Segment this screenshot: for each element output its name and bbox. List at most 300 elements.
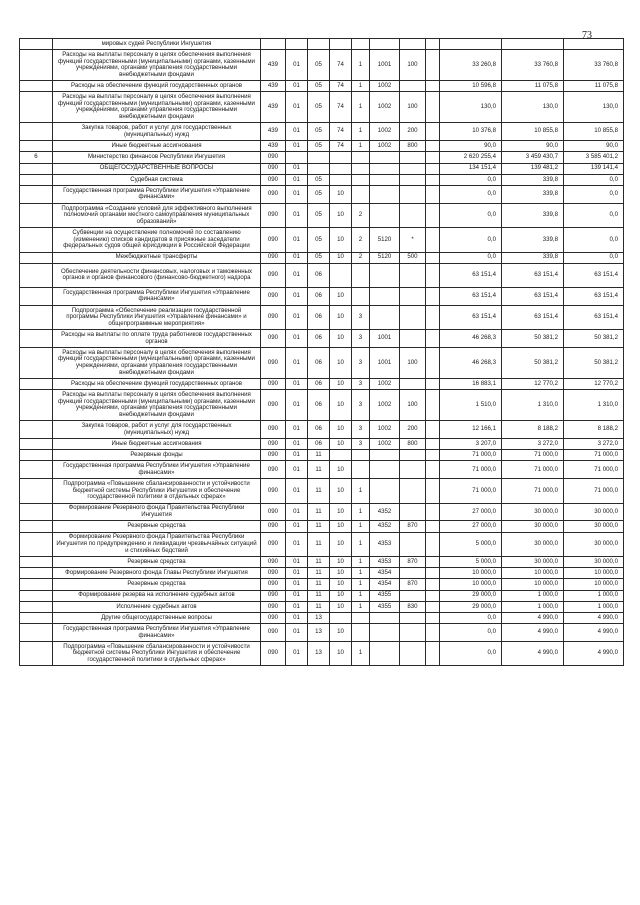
- row-index-cell: [20, 141, 53, 152]
- subsection-code-cell: 05: [308, 50, 330, 81]
- subsection-code-cell: 06: [308, 305, 330, 329]
- row-index-cell: [20, 50, 53, 81]
- subsection-code-cell: 05: [308, 81, 330, 92]
- table-row: [20, 348, 624, 379]
- amount-year-1-cell: 16 883,1: [440, 379, 502, 390]
- ministry-code-cell: 090: [261, 556, 286, 567]
- amount-year-2-cell: 339,8: [502, 185, 564, 203]
- ministry-code-cell: 090: [261, 590, 286, 601]
- amount-year-2-cell: 10 000,0: [502, 579, 564, 590]
- row-name-cell: Формирование Резервного фонда Главы Республики Ингушетия: [53, 568, 261, 579]
- amount-year-3-cell: 50 381,2: [564, 330, 624, 348]
- expense-type-cell: [400, 152, 426, 163]
- row-name-cell: Подпрограмма «Повышение сбалансированности и устойчивости бюджетной системы Республики Ингушетия и обеспечение государственной политики в отдельных сферах»: [53, 479, 261, 503]
- row-index-cell: [20, 39, 53, 50]
- program-code-cell: 10: [330, 203, 352, 227]
- amount-year-1-cell: 1 510,0: [440, 390, 502, 421]
- table-row: [20, 590, 624, 601]
- expense-type-cell: 100: [400, 390, 426, 421]
- subsection-code-cell: [308, 152, 330, 163]
- row-name-cell: Расходы на обеспечение функций государственных органов: [53, 379, 261, 390]
- section-code-cell: 01: [286, 590, 308, 601]
- subprogram-code-cell: 1: [352, 579, 370, 590]
- direction-code-cell: 4354: [370, 579, 400, 590]
- subsection-code-cell: 11: [308, 556, 330, 567]
- section-code-cell: 01: [286, 348, 308, 379]
- section-code-cell: 01: [286, 288, 308, 306]
- row-index-cell: [20, 641, 53, 665]
- program-code-cell: 74: [330, 81, 352, 92]
- row-index-cell: [20, 163, 53, 174]
- expense-type-cell: [400, 288, 426, 306]
- amount-year-1-cell: 0,0: [440, 174, 502, 185]
- program-code-cell: 10: [330, 288, 352, 306]
- program-code-cell: 10: [330, 379, 352, 390]
- subprogram-code-cell: [352, 163, 370, 174]
- amount-year-3-cell: 50 381,2: [564, 348, 624, 379]
- program-code-cell: 10: [330, 421, 352, 439]
- section-code-cell: 01: [286, 503, 308, 521]
- expense-type-cell: 870: [400, 521, 426, 532]
- extra-code-cell: [426, 39, 440, 50]
- row-index-cell: [20, 123, 53, 141]
- direction-code-cell: [370, 288, 400, 306]
- direction-code-cell: [370, 461, 400, 479]
- direction-code-cell: [370, 305, 400, 329]
- subsection-code-cell: 11: [308, 461, 330, 479]
- program-code-cell: 10: [330, 305, 352, 329]
- extra-code-cell: [426, 590, 440, 601]
- row-name-cell: Государственная программа Республики Ингушетия «Управление финансами»: [53, 624, 261, 642]
- row-index-cell: [20, 228, 53, 252]
- row-name-cell: Формирование Резервного фонда Правительства Республики Ингушетия: [53, 503, 261, 521]
- direction-code-cell: 4355: [370, 601, 400, 612]
- direction-code-cell: 1002: [370, 379, 400, 390]
- row-name-cell: Расходы на выплаты персоналу в целях обеспечения выполнения функций государственными (муниципальными) органами, казенными учреждениями, органами управления государственными внебюджетными фондами: [53, 50, 261, 81]
- ministry-code-cell: 090: [261, 252, 286, 263]
- amount-year-1-cell: 29 000,0: [440, 590, 502, 601]
- subprogram-code-cell: 1: [352, 503, 370, 521]
- amount-year-1-cell: 130,0: [440, 92, 502, 123]
- row-name-cell: Министерство финансов Республики Ингушетия: [53, 152, 261, 163]
- extra-code-cell: [426, 503, 440, 521]
- ministry-code-cell: 090: [261, 228, 286, 252]
- amount-year-2-cell: 50 381,2: [502, 330, 564, 348]
- row-index-cell: [20, 568, 53, 579]
- program-code-cell: 10: [330, 521, 352, 532]
- subsection-code-cell: 05: [308, 252, 330, 263]
- section-code-cell: 01: [286, 330, 308, 348]
- extra-code-cell: [426, 568, 440, 579]
- direction-code-cell: [370, 203, 400, 227]
- subsection-code-cell: [308, 163, 330, 174]
- section-code-cell: 01: [286, 252, 308, 263]
- amount-year-3-cell: 3 585 401,2: [564, 152, 624, 163]
- amount-year-3-cell: 30 000,0: [564, 556, 624, 567]
- row-index-cell: [20, 348, 53, 379]
- section-code-cell: 01: [286, 203, 308, 227]
- amount-year-2-cell: 63 151,4: [502, 305, 564, 329]
- table-row: [20, 185, 624, 203]
- amount-year-1-cell: 46 268,3: [440, 348, 502, 379]
- subsection-code-cell: 11: [308, 450, 330, 461]
- extra-code-cell: [426, 174, 440, 185]
- program-code-cell: 10: [330, 228, 352, 252]
- row-index-cell: [20, 579, 53, 590]
- row-name-cell: Обеспечение деятельности финансовых, налоговых и таможенных органов и органов финансового (финансово-бюджетного) надзора: [53, 263, 261, 287]
- table-row: [20, 263, 624, 287]
- program-code-cell: [330, 612, 352, 623]
- ministry-code-cell: 090: [261, 439, 286, 450]
- section-code-cell: 01: [286, 123, 308, 141]
- section-code-cell: 01: [286, 568, 308, 579]
- row-name-cell: Субвенции на осуществление полномочий по составлению (изменению) списков кандидатов в присяжные заседатели федеральных судов общей юрисдикции в Российской Федерации: [53, 228, 261, 252]
- subprogram-code-cell: 1: [352, 590, 370, 601]
- program-code-cell: 10: [330, 252, 352, 263]
- amount-year-3-cell: 1 310,0: [564, 390, 624, 421]
- table-row: [20, 203, 624, 227]
- extra-code-cell: [426, 330, 440, 348]
- extra-code-cell: [426, 379, 440, 390]
- subsection-code-cell: 11: [308, 532, 330, 556]
- extra-code-cell: [426, 556, 440, 567]
- extra-code-cell: [426, 479, 440, 503]
- amount-year-2-cell: 63 151,4: [502, 263, 564, 287]
- subsection-code-cell: 11: [308, 579, 330, 590]
- program-code-cell: 10: [330, 479, 352, 503]
- table-row: [20, 92, 624, 123]
- table-row: [20, 152, 624, 163]
- expense-type-cell: 200: [400, 421, 426, 439]
- amount-year-3-cell: 130,0: [564, 92, 624, 123]
- amount-year-2-cell: 50 381,2: [502, 348, 564, 379]
- row-name-cell: Государственная программа Республики Ингушетия «Управление финансами»: [53, 461, 261, 479]
- program-code-cell: 10: [330, 601, 352, 612]
- program-code-cell: 74: [330, 50, 352, 81]
- subprogram-code-cell: 3: [352, 379, 370, 390]
- program-code-cell: 74: [330, 141, 352, 152]
- amount-year-3-cell: 139 141,4: [564, 163, 624, 174]
- expense-type-cell: 830: [400, 601, 426, 612]
- program-code-cell: 74: [330, 92, 352, 123]
- expense-type-cell: [400, 330, 426, 348]
- amount-year-1-cell: 5 000,0: [440, 532, 502, 556]
- row-name-cell: Иные бюджетные ассигнования: [53, 439, 261, 450]
- expense-type-cell: [400, 461, 426, 479]
- extra-code-cell: [426, 601, 440, 612]
- subsection-code-cell: 13: [308, 612, 330, 623]
- amount-year-1-cell: 63 151,4: [440, 305, 502, 329]
- row-index-cell: [20, 390, 53, 421]
- section-code-cell: 01: [286, 461, 308, 479]
- direction-code-cell: 4352: [370, 521, 400, 532]
- row-name-cell: Межбюджетные трансферты: [53, 252, 261, 263]
- expense-type-cell: [400, 641, 426, 665]
- direction-code-cell: 5120: [370, 228, 400, 252]
- amount-year-2-cell: 130,0: [502, 92, 564, 123]
- extra-code-cell: [426, 228, 440, 252]
- row-name-cell: ОБЩЕГОСУДАРСТВЕННЫЕ ВОПРОСЫ: [53, 163, 261, 174]
- row-name-cell: Подпрограмма «Создание условий для эффективного выполнения полномочий органами местного самоуправления муниципальных образований»: [53, 203, 261, 227]
- ministry-code-cell: 090: [261, 330, 286, 348]
- program-code-cell: 10: [330, 185, 352, 203]
- extra-code-cell: [426, 450, 440, 461]
- section-code-cell: 01: [286, 532, 308, 556]
- amount-year-1-cell: [440, 39, 502, 50]
- amount-year-1-cell: 90,0: [440, 141, 502, 152]
- amount-year-3-cell: 63 151,4: [564, 263, 624, 287]
- row-index-cell: [20, 81, 53, 92]
- subsection-code-cell: 05: [308, 203, 330, 227]
- table-body: [20, 39, 624, 666]
- direction-code-cell: [370, 612, 400, 623]
- amount-year-1-cell: 71 000,0: [440, 461, 502, 479]
- ministry-code-cell: 090: [261, 390, 286, 421]
- subprogram-code-cell: [352, 39, 370, 50]
- subsection-code-cell: [308, 39, 330, 50]
- extra-code-cell: [426, 532, 440, 556]
- amount-year-1-cell: 10 376,8: [440, 123, 502, 141]
- amount-year-1-cell: 134 151,4: [440, 163, 502, 174]
- subsection-code-cell: 13: [308, 641, 330, 665]
- expense-type-cell: [400, 263, 426, 287]
- subprogram-code-cell: 3: [352, 348, 370, 379]
- program-code-cell: 10: [330, 641, 352, 665]
- amount-year-3-cell: 4 990,0: [564, 612, 624, 623]
- expense-type-cell: 200: [400, 123, 426, 141]
- section-code-cell: 01: [286, 163, 308, 174]
- expense-type-cell: 100: [400, 348, 426, 379]
- subsection-code-cell: 05: [308, 228, 330, 252]
- direction-code-cell: 1002: [370, 390, 400, 421]
- amount-year-2-cell: 339,8: [502, 228, 564, 252]
- amount-year-1-cell: 10 000,0: [440, 579, 502, 590]
- expense-type-cell: [400, 568, 426, 579]
- table-row: [20, 123, 624, 141]
- amount-year-3-cell: 10 000,0: [564, 579, 624, 590]
- amount-year-2-cell: 4 990,0: [502, 624, 564, 642]
- direction-code-cell: 1001: [370, 50, 400, 81]
- subprogram-code-cell: 1: [352, 50, 370, 81]
- table-row: [20, 390, 624, 421]
- row-name-cell: Государственная программа Республики Ингушетия «Управление финансами»: [53, 288, 261, 306]
- section-code-cell: 01: [286, 479, 308, 503]
- amount-year-1-cell: 12 166,1: [440, 421, 502, 439]
- extra-code-cell: [426, 252, 440, 263]
- amount-year-3-cell: 0,0: [564, 252, 624, 263]
- extra-code-cell: [426, 641, 440, 665]
- ministry-code-cell: 090: [261, 450, 286, 461]
- extra-code-cell: [426, 421, 440, 439]
- table-row: [20, 612, 624, 623]
- row-name-cell: Закупка товаров, работ и услуг для государственных (муниципальных) нужд: [53, 421, 261, 439]
- amount-year-1-cell: 0,0: [440, 624, 502, 642]
- direction-code-cell: [370, 174, 400, 185]
- ministry-code-cell: 090: [261, 532, 286, 556]
- amount-year-3-cell: 3 272,0: [564, 439, 624, 450]
- ministry-code-cell: [261, 39, 286, 50]
- amount-year-1-cell: 10 000,0: [440, 568, 502, 579]
- extra-code-cell: [426, 92, 440, 123]
- direction-code-cell: 4352: [370, 503, 400, 521]
- row-index-cell: 6: [20, 152, 53, 163]
- direction-code-cell: [370, 163, 400, 174]
- subsection-code-cell: 06: [308, 421, 330, 439]
- row-index-cell: [20, 174, 53, 185]
- expense-type-cell: [400, 305, 426, 329]
- row-index-cell: [20, 92, 53, 123]
- section-code-cell: 01: [286, 174, 308, 185]
- row-name-cell: Иные бюджетные ассигнования: [53, 141, 261, 152]
- section-code-cell: 01: [286, 450, 308, 461]
- amount-year-3-cell: 10 855,8: [564, 123, 624, 141]
- row-name-cell: Закупка товаров, работ и услуг для государственных (муниципальных) нужд: [53, 123, 261, 141]
- amount-year-3-cell: 30 000,0: [564, 532, 624, 556]
- ministry-code-cell: 439: [261, 50, 286, 81]
- amount-year-1-cell: 0,0: [440, 612, 502, 623]
- amount-year-3-cell: 4 990,0: [564, 641, 624, 665]
- section-code-cell: 01: [286, 641, 308, 665]
- program-code-cell: 10: [330, 590, 352, 601]
- direction-code-cell: 1001: [370, 348, 400, 379]
- amount-year-3-cell: 0,0: [564, 203, 624, 227]
- extra-code-cell: [426, 439, 440, 450]
- expense-type-cell: [400, 203, 426, 227]
- amount-year-1-cell: 0,0: [440, 185, 502, 203]
- expense-type-cell: 100: [400, 92, 426, 123]
- amount-year-3-cell: 8 188,2: [564, 421, 624, 439]
- expense-type-cell: [400, 81, 426, 92]
- section-code-cell: 01: [286, 579, 308, 590]
- program-code-cell: 10: [330, 439, 352, 450]
- amount-year-2-cell: 90,0: [502, 141, 564, 152]
- subsection-code-cell: 06: [308, 348, 330, 379]
- subprogram-code-cell: 2: [352, 252, 370, 263]
- subprogram-code-cell: [352, 288, 370, 306]
- section-code-cell: 01: [286, 379, 308, 390]
- row-name-cell: Государственная программа Республики Ингушетия «Управление финансами»: [53, 185, 261, 203]
- program-code-cell: [330, 263, 352, 287]
- table-row: [20, 556, 624, 567]
- extra-code-cell: [426, 390, 440, 421]
- subprogram-code-cell: 2: [352, 203, 370, 227]
- ministry-code-cell: 439: [261, 123, 286, 141]
- extra-code-cell: [426, 81, 440, 92]
- expense-type-cell: [400, 379, 426, 390]
- subprogram-code-cell: 1: [352, 521, 370, 532]
- amount-year-2-cell: 63 151,4: [502, 288, 564, 306]
- row-index-cell: [20, 590, 53, 601]
- program-code-cell: [330, 163, 352, 174]
- subsection-code-cell: 11: [308, 601, 330, 612]
- amount-year-3-cell: 12 770,2: [564, 379, 624, 390]
- amount-year-2-cell: 3 459 430,7: [502, 152, 564, 163]
- program-code-cell: 10: [330, 579, 352, 590]
- amount-year-2-cell: 33 760,8: [502, 50, 564, 81]
- subprogram-code-cell: [352, 174, 370, 185]
- ministry-code-cell: 090: [261, 421, 286, 439]
- row-index-cell: [20, 461, 53, 479]
- subprogram-code-cell: 3: [352, 390, 370, 421]
- row-name-cell: мировых судей Республики Ингушетия: [53, 39, 261, 50]
- table-row: [20, 50, 624, 81]
- extra-code-cell: [426, 141, 440, 152]
- direction-code-cell: [370, 641, 400, 665]
- extra-code-cell: [426, 461, 440, 479]
- program-code-cell: 10: [330, 330, 352, 348]
- ministry-code-cell: 090: [261, 479, 286, 503]
- table-row: [20, 81, 624, 92]
- amount-year-1-cell: 10 596,8: [440, 81, 502, 92]
- subprogram-code-cell: 1: [352, 92, 370, 123]
- program-code-cell: 10: [330, 348, 352, 379]
- row-index-cell: [20, 450, 53, 461]
- table-row: [20, 228, 624, 252]
- amount-year-3-cell: 0,0: [564, 174, 624, 185]
- amount-year-3-cell: 0,0: [564, 228, 624, 252]
- ministry-code-cell: 090: [261, 174, 286, 185]
- row-index-cell: [20, 263, 53, 287]
- subprogram-code-cell: 2: [352, 228, 370, 252]
- subprogram-code-cell: 3: [352, 439, 370, 450]
- table-row: [20, 479, 624, 503]
- section-code-cell: 01: [286, 263, 308, 287]
- amount-year-3-cell: [564, 39, 624, 50]
- row-index-cell: [20, 252, 53, 263]
- ministry-code-cell: 090: [261, 185, 286, 203]
- ministry-code-cell: 090: [261, 568, 286, 579]
- ministry-code-cell: 090: [261, 379, 286, 390]
- amount-year-2-cell: 30 000,0: [502, 503, 564, 521]
- subsection-code-cell: 05: [308, 174, 330, 185]
- subprogram-code-cell: 1: [352, 601, 370, 612]
- subsection-code-cell: 06: [308, 330, 330, 348]
- table-row: [20, 532, 624, 556]
- table-row: [20, 163, 624, 174]
- table-row: [20, 624, 624, 642]
- direction-code-cell: 1002: [370, 92, 400, 123]
- table-row: [20, 503, 624, 521]
- ministry-code-cell: 090: [261, 641, 286, 665]
- ministry-code-cell: 439: [261, 141, 286, 152]
- ministry-code-cell: 090: [261, 163, 286, 174]
- program-code-cell: 74: [330, 123, 352, 141]
- subsection-code-cell: 06: [308, 263, 330, 287]
- amount-year-2-cell: 4 990,0: [502, 641, 564, 665]
- direction-code-cell: [370, 263, 400, 287]
- table-row: [20, 601, 624, 612]
- amount-year-1-cell: 63 151,4: [440, 263, 502, 287]
- extra-code-cell: [426, 263, 440, 287]
- amount-year-2-cell: 1 000,0: [502, 590, 564, 601]
- row-index-cell: [20, 305, 53, 329]
- extra-code-cell: [426, 152, 440, 163]
- subsection-code-cell: 05: [308, 92, 330, 123]
- amount-year-3-cell: 90,0: [564, 141, 624, 152]
- section-code-cell: 01: [286, 141, 308, 152]
- section-code-cell: 01: [286, 92, 308, 123]
- table-row: [20, 439, 624, 450]
- table-row: [20, 421, 624, 439]
- direction-code-cell: 5120: [370, 252, 400, 263]
- amount-year-2-cell: [502, 39, 564, 50]
- subsection-code-cell: 05: [308, 141, 330, 152]
- amount-year-3-cell: 1 000,0: [564, 590, 624, 601]
- row-name-cell: Подпрограмма «Обеспечение реализации государственной программы Республики Ингушетия «Управление финансами» и общепрограммные мероприятия»: [53, 305, 261, 329]
- amount-year-2-cell: 30 000,0: [502, 521, 564, 532]
- ministry-code-cell: 090: [261, 203, 286, 227]
- program-code-cell: 10: [330, 624, 352, 642]
